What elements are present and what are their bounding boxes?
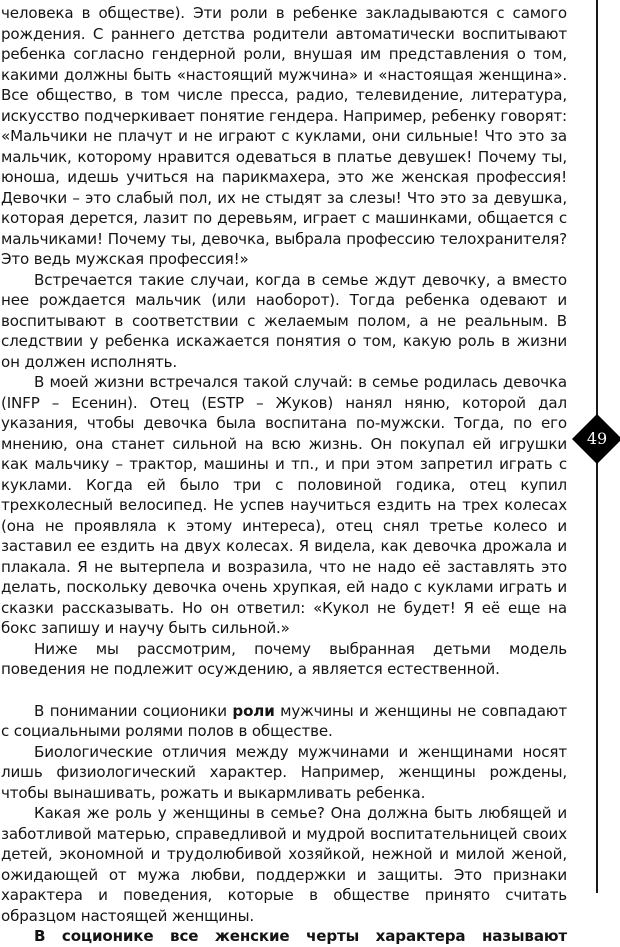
paragraph: Ниже мы рассмотрим, почему выбранная детьми модель поведения не подлежит осуждению, а является естественной.: [1, 639, 567, 678]
roles-text-before: В понимании соционики: [34, 701, 233, 720]
paragraph: человека в обществе). Эти роли в ребенке закладываются с самого рождения. С раннего детства родители автоматически воспитывают ребенка согласно гендерной роли, внушая им представления о том, какими должны быть «настоящий мужчина» и «настоящая женщина». Все общество, в том числе пресса, радио, телевидение, литература, искусство подчеркивает понятие гендера. Например, ребенку говорят: «Мальчики не плачут и не играют с куклами, они сильные! Что это за мальчик, которому нравится одеваться в платье девушек! Почему ты, юноша, идешь учиться на парикмахера, это же женская профессия! Девочки – это слабый пол, их не стыдят за слезы! Что это за девушка, которая дерется, лазит по деревьям, играет с машинками, общается с мальчиками! Почему ты, девочка, выбрала профессию телохранителя? Это ведь мужская профессия!»: [1, 4, 567, 268]
paragraph-last-line: В соционике все женские черты характера называют: [34, 927, 567, 945]
body-text: [1, 3, 567, 947]
paragraph: Какая же роль у женщины в семье? Она должна быть любящей и заботливой матерью, справедливой и мудрой воспитательницей своих детей, экономной и трудолюбивой хозяйкой, нежной и милой женой, ожидающей от мужа любви, поддержки и защиты. Это признаки характера и поведения, которые в обществе принято считать образцом настоящей женщины.: [1, 804, 567, 925]
paragraph: [1, 701, 567, 742]
paragraph: Биологические отличия между мужчинами и женщинами носят лишь физиологический характер. Например, женщины рождены, чтобы вынашивать, рожать и выкармливать ребенка.: [1, 742, 567, 802]
paragraph: Встречается такие случаи, когда в семье ждут девочку, а вместо нее рождается мальчик (или наоборот). Тогда ребенка одевают и воспитывают в соответствии с желаемым полом, а не реальным. В следствии у ребенка искажается понятия о том, какую роль в жизни он должен исполнять.: [1, 270, 567, 371]
roles-text-after: мужчины и женщины не совпадают с социальными ролями полов в обществе.: [1, 701, 568, 740]
paragraph: В моей жизни встречался такой случай: в семье родилась девочка (INFP – Есенин). Отец (ESTP – Жуков) нанял няню, которой дал указания, чтобы девочка была воспитана по-мужски. Тогда, по его мнению, она станет сильной на всю жизнь. Он покупал ей игрушки как мальчику – трактор, машины и тп., и при этом запретил играть с куклами. Когда ей было три с половиной годика, отец купил трехколесный велосипед. Не успев научиться ездить на трех колесах (она не проявляла к этому интереса), отец снял третье колесо и заставил ее ездить на двух колесах. Я видела, как девочка дрожала и плакала. Я не вытерпела и возразила, что не надо её заставлять это делать, поскольку девочка очень хрупкая, ей надо с куклами играть и сказки рассказывать. Но он ответил: «Кукол не будет! Я её еще на бокс запишу и научу быть сильной.»: [1, 373, 567, 637]
page-number: 49: [586, 429, 608, 448]
roles-bold-term: роли: [232, 701, 275, 720]
paragraph-gap: [1, 680, 567, 701]
